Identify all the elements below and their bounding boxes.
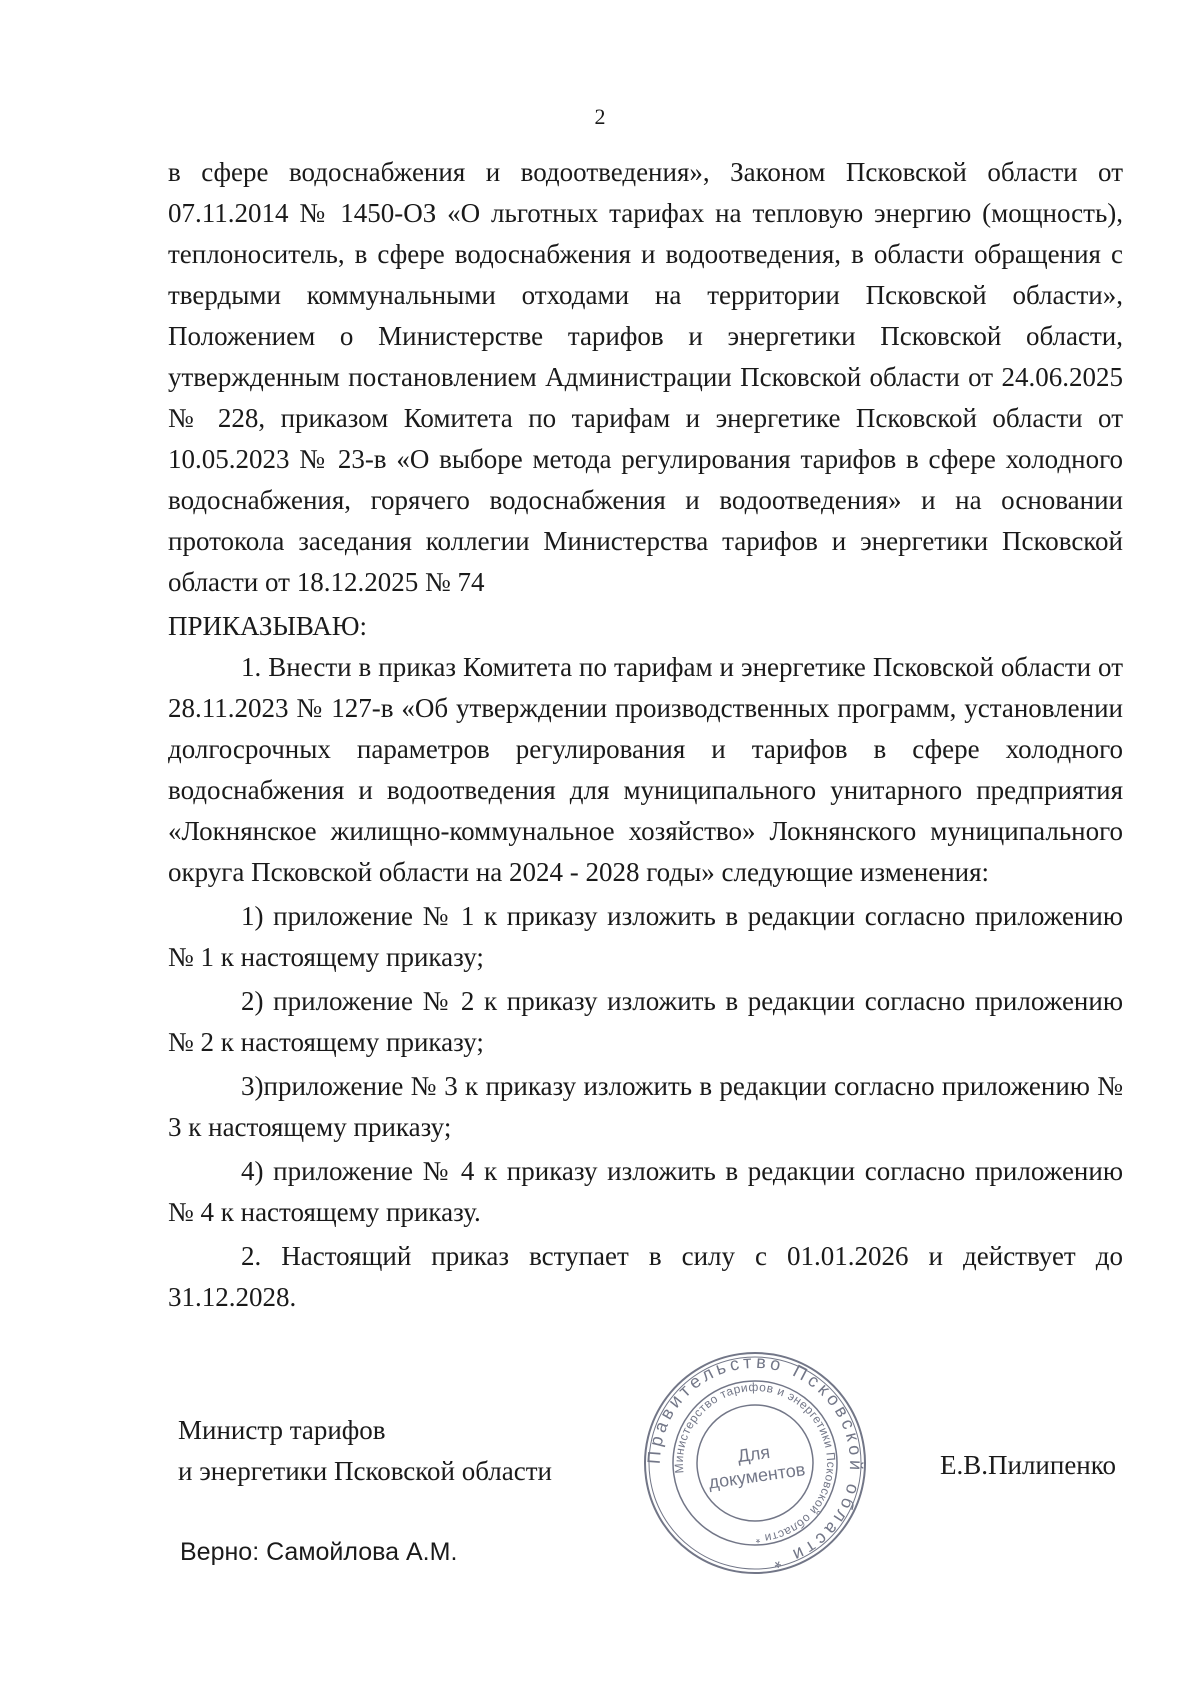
signer-position-line2: и энергетики Псковской области xyxy=(178,1456,552,1486)
order-item-2: 2. Настоящий приказ вступает в силу с 01.01.2026 и действует до 31.12.2028. xyxy=(168,1241,1123,1312)
stamp-inner-text: Министерство тарифов и энергетики Псковской области * xyxy=(671,1379,839,1547)
sub-item-3: 3)приложение № 3 к приказу изложить в редакции согласно приложению № 3 к настоящему приказу; xyxy=(168,1071,1123,1142)
signer-name: Е.В.Пилипенко xyxy=(940,1450,1117,1480)
official-stamp xyxy=(640,1348,870,1578)
stamp-center-line1: Для xyxy=(736,1441,772,1467)
order-item-1: 1. Внести в приказ Комитета по тарифам и энергетике Псковской области от 28.11.2023 № 127-в «Об утверждении производственных программ, установлении долгосрочных параметров регулирования и тарифов в сфере холодного водоснабжения и водоотведения для муниципального унитарного предприятия «Локнянское жилищно-коммунальное хозяйство» Локнянского муниципального округа Псковской области на 2024 - 2028 годы» следующие изменения: xyxy=(168,652,1123,887)
preamble-paragraph: в сфере водоснабжения и водоотведения», Законом Псковской области от 07.11.2014 № 1450-ОЗ «О льготных тарифах на тепловую энергию (мощность), теплоноситель, в сфере водоснабжения и водоотведения, в области обращения с твердыми коммунальными отходами на территории Псковской области», Положением о Министерстве тарифов и энергетики Псковской области, утвержденным постановлением Администрации Псковской области от 24.06.2025 № 228, приказом Комитета по тарифам и энергетике Псковской области от 10.05.2023 № 23-в «О выборе метода регулирования тарифов в сфере холодного водоснабжения, горячего водоснабжения и водоотведения» и на основании протокола заседания коллегии Министерства тарифов и энергетики Псковской области от 18.12.2025 № 74 xyxy=(168,157,1123,597)
document-body xyxy=(168,152,1123,1318)
page-number: 2 xyxy=(594,104,606,129)
sub-item-1: 1) приложение № 1 к приказу изложить в редакции согласно приложению № 1 к настоящему приказу; xyxy=(168,901,1123,972)
stamp-outer-text: Правительство Псковской области * xyxy=(643,1351,867,1573)
stamp-seal-icon xyxy=(625,1333,885,1593)
stamp-center-line2: документов xyxy=(707,1459,807,1493)
sub-item-4: 4) приложение № 4 к приказу изложить в редакции согласно приложению № 4 к настоящему приказу. xyxy=(168,1156,1123,1227)
sub-item-2: 2) приложение № 2 к приказу изложить в редакции согласно приложению № 2 к настоящему приказу; xyxy=(168,986,1123,1057)
signature-block xyxy=(178,1410,552,1492)
verified-by: Верно: Самойлова А.М. xyxy=(180,1538,458,1566)
signer-position-line1: Министр тарифов xyxy=(178,1415,386,1445)
order-heading: ПРИКАЗЫВАЮ: xyxy=(168,611,367,641)
